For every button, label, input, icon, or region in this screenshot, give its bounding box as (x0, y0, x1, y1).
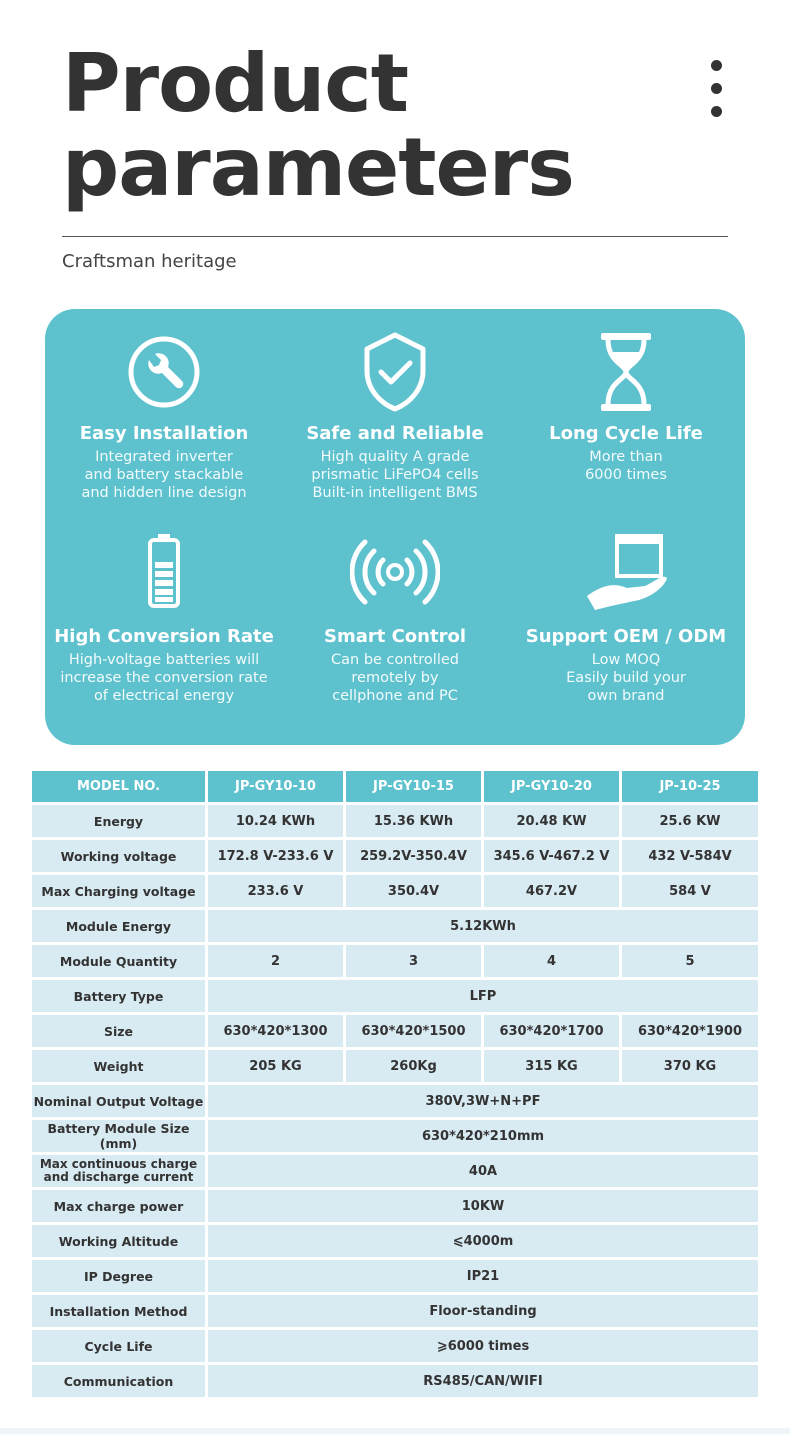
parameters-table (29, 768, 761, 1400)
table-cell: 2 (208, 945, 343, 977)
header-cell: JP-GY10-15 (346, 771, 481, 802)
feature-high-conversion (48, 530, 280, 705)
table-cell: 380V,3W+N+PF (208, 1085, 758, 1117)
divider (62, 236, 728, 237)
table-row (32, 875, 758, 907)
table-cell: 5 (622, 945, 758, 977)
feature-title: High Conversion Rate (54, 626, 274, 647)
row-label: Working Altitude (32, 1225, 205, 1257)
feature-smart-control (279, 530, 511, 705)
features-panel (45, 309, 745, 745)
table-row (32, 1190, 758, 1222)
row-label: Nominal Output Voltage (32, 1085, 205, 1117)
row-label: Communication (32, 1365, 205, 1397)
table-row (32, 1120, 758, 1152)
row-label: Weight (32, 1050, 205, 1082)
row-label: Module Quantity (32, 945, 205, 977)
table-cell: 172.8 V-233.6 V (208, 840, 343, 872)
feature-desc: High-voltage batteries will increase the conversion rate of electrical energy (60, 652, 268, 704)
table-cell: 345.6 V-467.2 V (484, 840, 619, 872)
table-row (32, 1155, 758, 1187)
row-label: IP Degree (32, 1260, 205, 1292)
table-cell: ⩾6000 times (208, 1330, 758, 1362)
header-cell: MODEL NO. (32, 771, 205, 802)
table-cell: 315 KG (484, 1050, 619, 1082)
table-cell: 260Kg (346, 1050, 481, 1082)
table-cell: 15.36 KWh (346, 805, 481, 837)
row-label: Max Charging voltage (32, 875, 205, 907)
table-cell: 584 V (622, 875, 758, 907)
shield-check-icon (350, 327, 440, 417)
row-label: Battery Type (32, 980, 205, 1012)
row-label: Energy (32, 805, 205, 837)
feature-title: Support OEM / ODM (525, 626, 727, 647)
row-label: Battery Module Size (mm) (32, 1120, 205, 1152)
table-cell: 630*420*1700 (484, 1015, 619, 1047)
header-cell: JP-10-25 (622, 771, 758, 802)
table-row (32, 805, 758, 837)
table-row (32, 1365, 758, 1397)
feature-easy-installation (48, 327, 280, 502)
table-cell: 4 (484, 945, 619, 977)
table-header-row (32, 771, 758, 802)
feature-oem-odm (510, 530, 742, 705)
table-row (32, 945, 758, 977)
table-cell: 350.4V (346, 875, 481, 907)
table-row (32, 1225, 758, 1257)
row-label: Cycle Life (32, 1330, 205, 1362)
row-label: Installation Method (32, 1295, 205, 1327)
table-row (32, 910, 758, 942)
table-cell: 630*420*210mm (208, 1120, 758, 1152)
feature-desc: Integrated inverter and battery stackable and hidden line design (81, 449, 247, 501)
table-cell: 5.12KWh (208, 910, 758, 942)
feature-title: Long Cycle Life (549, 423, 703, 444)
table-cell: 432 V-584V (622, 840, 758, 872)
header-cell: JP-GY10-20 (484, 771, 619, 802)
table-cell: 25.6 KW (622, 805, 758, 837)
row-label: Module Energy (32, 910, 205, 942)
row-label: Max charge power (32, 1190, 205, 1222)
page-subtitle: Craftsman heritage (62, 251, 237, 272)
table-row (32, 1260, 758, 1292)
table-row (32, 1015, 758, 1047)
title-line-2: parameters (62, 121, 574, 214)
row-label: Size (32, 1015, 205, 1047)
table-cell: IP21 (208, 1260, 758, 1292)
table-row (32, 1050, 758, 1082)
table-cell: 10.24 KWh (208, 805, 343, 837)
bottom-strip (0, 1428, 790, 1434)
table-cell: LFP (208, 980, 758, 1012)
battery-icon (119, 530, 209, 620)
wrench-icon (119, 327, 209, 417)
table-cell: 20.48 KW (484, 805, 619, 837)
feature-desc: More than 6000 times (585, 449, 667, 483)
table-cell: 467.2V (484, 875, 619, 907)
table-cell: 630*420*1900 (622, 1015, 758, 1047)
table-cell: 259.2V-350.4V (346, 840, 481, 872)
table-row (32, 1295, 758, 1327)
header-cell: JP-GY10-10 (208, 771, 343, 802)
row-label: Max continuous charge and discharge current (32, 1155, 205, 1187)
table-cell: 630*420*1500 (346, 1015, 481, 1047)
table-cell: ⩽4000m (208, 1225, 758, 1257)
feature-desc: Can be controlled remotely by cellphone and PC (331, 652, 459, 704)
feature-title: Safe and Reliable (306, 423, 484, 444)
wireless-signal-icon (350, 530, 440, 620)
feature-safe-reliable (279, 327, 511, 502)
feature-long-cycle-life (510, 327, 742, 484)
table-row (32, 1330, 758, 1362)
table-cell: 370 KG (622, 1050, 758, 1082)
table-cell: 233.6 V (208, 875, 343, 907)
table-cell: Floor-standing (208, 1295, 758, 1327)
table-row (32, 980, 758, 1012)
feature-title: Easy Installation (79, 423, 249, 444)
table-cell: RS485/CAN/WIFI (208, 1365, 758, 1397)
hourglass-icon (581, 327, 671, 417)
feature-title: Smart Control (323, 626, 467, 647)
more-menu-icon[interactable] (706, 60, 726, 118)
table-cell: 3 (346, 945, 481, 977)
table-row (32, 1085, 758, 1117)
table-cell: 630*420*1300 (208, 1015, 343, 1047)
table-row (32, 840, 758, 872)
hand-box-icon (581, 530, 671, 620)
feature-desc: High quality A grade prismatic LiFePO4 cells Built-in intelligent BMS (311, 449, 479, 501)
page-title (62, 37, 574, 214)
table-cell: 40A (208, 1155, 758, 1187)
table-cell: 10KW (208, 1190, 758, 1222)
table-cell: 205 KG (208, 1050, 343, 1082)
row-label: Working voltage (32, 840, 205, 872)
feature-desc: Low MOQ Easily build your own brand (566, 652, 686, 704)
title-line-1: Product (62, 37, 408, 130)
